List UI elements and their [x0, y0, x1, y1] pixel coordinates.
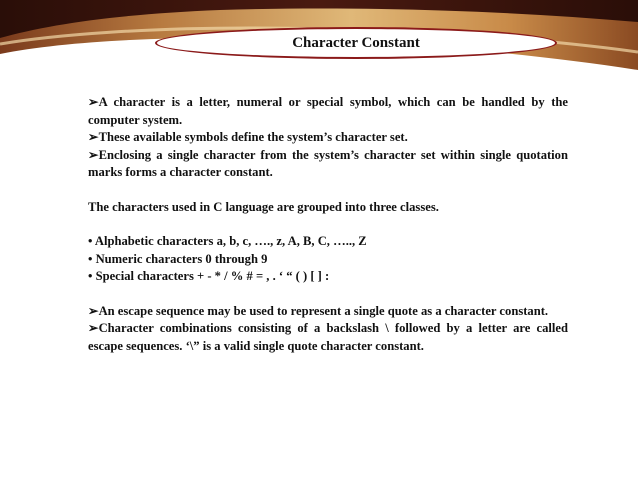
title-oval	[155, 27, 557, 59]
slide-title: Character Constant	[292, 34, 420, 51]
arrow-bullet-icon: ➢	[88, 303, 99, 318]
point-text: Enclosing a single character from the system’s character set within single quotation marks forms a character constant.	[88, 147, 568, 179]
arrow-point-2	[88, 129, 568, 147]
arrow-point-1	[88, 94, 568, 129]
class-item-alphabetic: • Alphabetic characters a, b, c, …., z, A, B, C, ….., Z	[88, 234, 367, 248]
slide-content	[88, 94, 568, 355]
dot-bullet-icon: •	[88, 234, 93, 248]
class-item-numeric: • Numeric characters 0 through 9	[88, 251, 268, 266]
arrow-point-5	[88, 320, 568, 355]
arrow-point-4	[88, 303, 568, 321]
arrow-bullet-icon: ➢	[88, 321, 99, 335]
point-text: A character is a letter, numeral or special symbol, which can be handled by the computer system.	[88, 95, 568, 127]
class-item-special: • Special characters + - * / % # = , . ‘ “ ( ) [ ] :	[88, 269, 330, 283]
arrow-bullet-icon: ➢	[88, 130, 99, 144]
arrow-bullet-icon: ➢	[88, 147, 99, 162]
classes-intro: The characters used in C language are grouped into three classes.	[88, 199, 439, 214]
dot-bullet-icon: •	[88, 251, 93, 266]
arrow-point-3	[88, 147, 568, 182]
point-text: An escape sequence may be used to represent a single quote as a character constant.	[98, 303, 549, 318]
point-text: These available symbols define the system’s character set.	[98, 130, 408, 144]
dot-bullet-icon: •	[88, 269, 93, 283]
point-text: Character combinations consisting of a backslash \ followed by a letter are called escape sequences. ‘\” is a valid single quote character constant.	[88, 321, 568, 353]
arrow-bullet-icon: ➢	[88, 95, 99, 109]
